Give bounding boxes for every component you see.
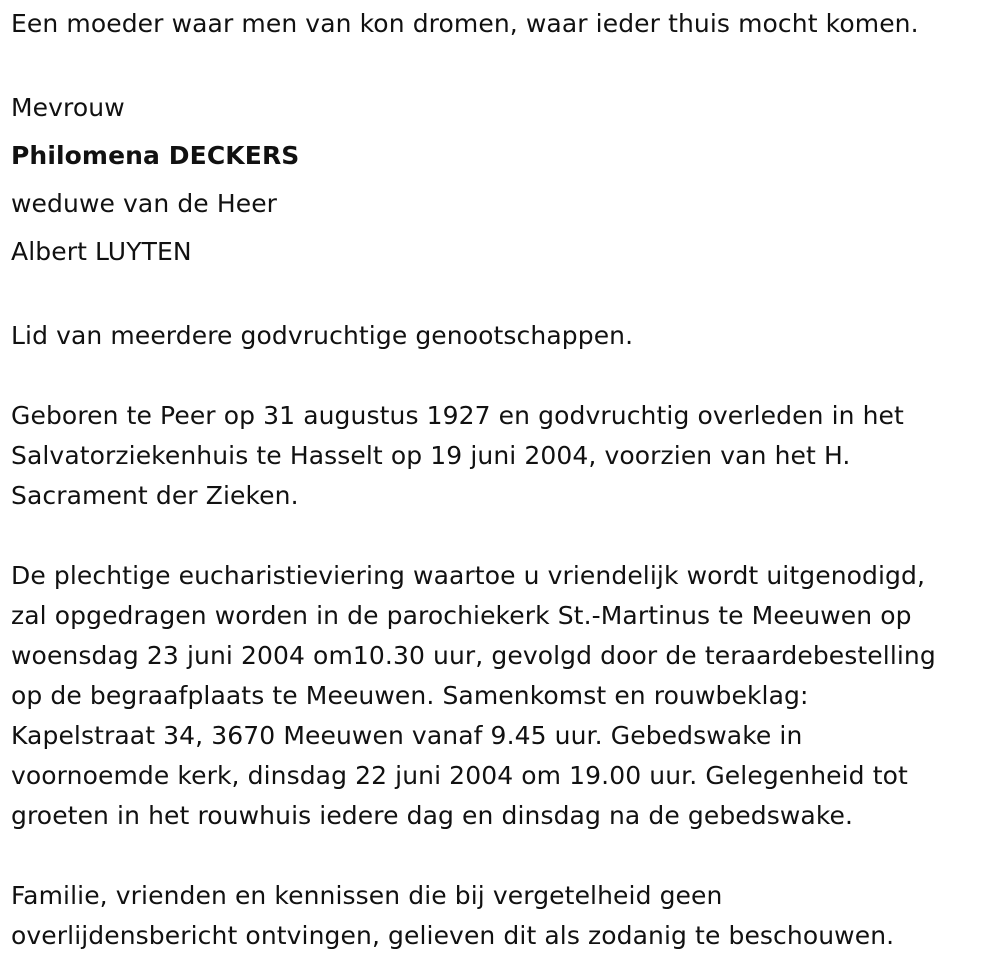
membership-text: Lid van meerdere godvruchtige genootschappen.: [11, 321, 634, 350]
person-title: Mevrouw: [11, 93, 125, 122]
person-relation: weduwe van de Heer: [11, 189, 278, 218]
closing-line: overlijdensbericht ontvingen, gelieven dit als zodanig te beschouwen.: [11, 921, 895, 950]
ceremony-line: op de begraafplaats te Meeuwen. Samenkomst en rouwbeklag:: [11, 681, 809, 710]
spacer: [11, 44, 991, 84]
spacer: [11, 276, 991, 316]
spacer: [11, 836, 991, 876]
ceremony-line: De plechtige eucharistieviering waartoe u vriendelijk wordt uitgenodigd,: [11, 561, 926, 590]
person-name: Philomena DECKERS: [11, 141, 300, 170]
closing-line: Familie, vrienden en kennissen die bij vergetelheid geen: [11, 881, 723, 910]
closing-paragraph: [11, 876, 991, 956]
spacer: [11, 356, 991, 396]
ceremony-line: voornoemde kerk, dinsdag 22 juni 2004 om 19.00 uur. Gelegenheid tot: [11, 761, 908, 790]
membership-paragraph: [11, 316, 991, 356]
ceremony-line: groeten in het rouwhuis iedere dag en dinsdag na de gebedswake.: [11, 801, 854, 830]
ceremony-line: Kapelstraat 34, 3670 Meeuwen vanaf 9.45 uur. Gebedswake in: [11, 721, 803, 750]
spacer: [11, 516, 991, 556]
spouse-name: Albert LUYTEN: [11, 237, 192, 266]
birth-death-line: Sacrament der Zieken.: [11, 481, 299, 510]
birth-death-paragraph: [11, 396, 991, 516]
ceremony-paragraph: [11, 556, 991, 836]
obituary-document: [11, 4, 991, 956]
motto-text: Een moeder waar men van kon dromen, waar ieder thuis mocht komen.: [11, 9, 919, 38]
birth-death-line: Geboren te Peer op 31 augustus 1927 en godvruchtig overleden in het: [11, 401, 904, 430]
birth-death-line: Salvatorziekenhuis te Hasselt op 19 juni 2004, voorzien van het H.: [11, 441, 851, 470]
person-block: [11, 84, 991, 276]
ceremony-line: zal opgedragen worden in de parochiekerk St.-Martinus te Meeuwen op: [11, 601, 912, 630]
ceremony-line: woensdag 23 juni 2004 om10.30 uur, gevolgd door de teraardebestelling: [11, 641, 936, 670]
motto-paragraph: [11, 4, 991, 44]
